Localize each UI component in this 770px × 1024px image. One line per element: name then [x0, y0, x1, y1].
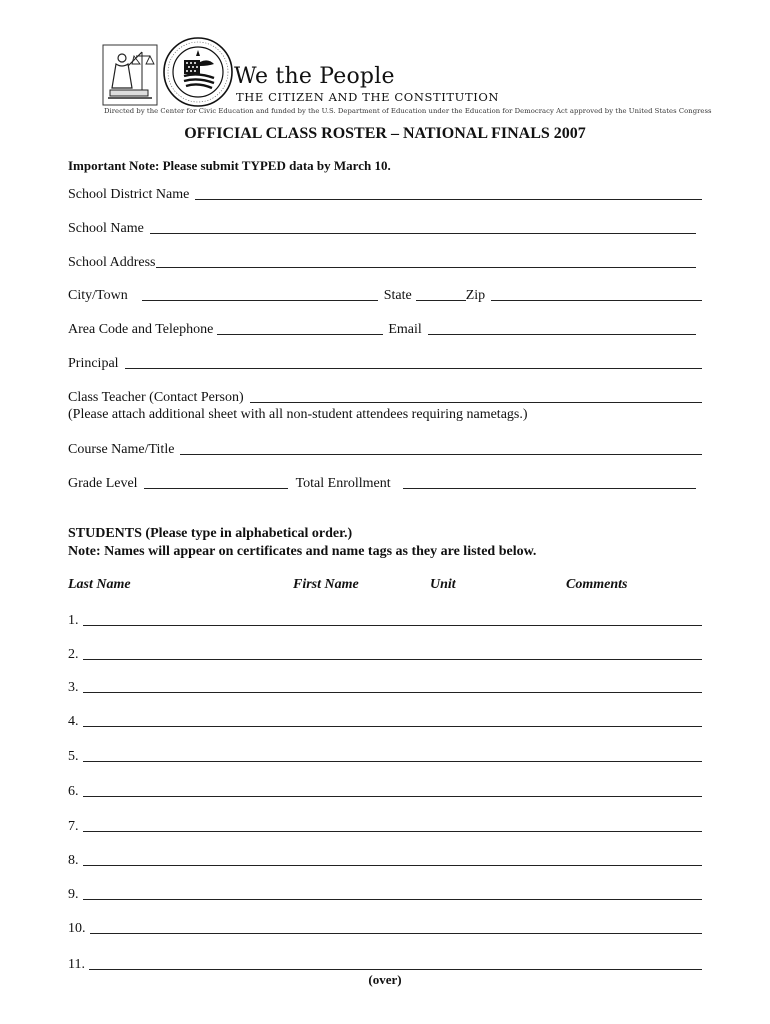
header: [100, 34, 712, 118]
student-row-field[interactable]: [83, 645, 703, 660]
student-row: [68, 782, 702, 800]
telephone-field[interactable]: [217, 320, 383, 335]
student-row-field[interactable]: [83, 817, 703, 832]
student-row: [68, 747, 702, 765]
school-address-label: School Address: [68, 255, 156, 270]
city-field[interactable]: [142, 286, 378, 301]
grade-level-label: Grade Level: [68, 476, 138, 491]
student-row-number: 4.: [68, 714, 79, 729]
class-teacher-label: Class Teacher (Contact Person): [68, 390, 244, 405]
constitution-seal-icon: [162, 36, 234, 108]
course-label: Course Name/Title: [68, 442, 175, 457]
student-row-field[interactable]: [83, 747, 703, 762]
brand-subtitle: THE CITIZEN AND THE CONSTITUTION: [236, 90, 500, 104]
student-row-number: 2.: [68, 647, 79, 662]
city-label: City/Town: [68, 288, 128, 303]
class-teacher-row: [68, 388, 702, 406]
student-row-number: 5.: [68, 749, 79, 764]
students-heading: STUDENTS (Please type in alphabetical order.): [68, 526, 353, 541]
telephone-label: Area Code and Telephone: [68, 322, 214, 337]
column-last-name: Last Name: [68, 577, 131, 592]
student-row-number: 7.: [68, 819, 79, 834]
students-note: Note: Names will appear on certificates and name tags as they are listed below.: [68, 544, 537, 559]
student-row-number: 3.: [68, 680, 79, 695]
school-name-row: [68, 219, 696, 237]
attach-note: (Please attach additional sheet with all non-student attendees requiring nametags.): [68, 407, 528, 422]
student-row: [68, 645, 702, 663]
school-address-row: [68, 253, 696, 271]
student-row-number: 1.: [68, 613, 79, 628]
over-label: (over): [368, 972, 402, 987]
student-row: [68, 919, 702, 937]
column-first-name: First Name: [293, 577, 359, 592]
student-row-field[interactable]: [83, 611, 703, 626]
state-label: State: [383, 288, 412, 303]
lady-justice-icon: [102, 44, 158, 106]
school-district-label: School District Name: [68, 187, 190, 202]
student-row: [68, 611, 702, 629]
student-row-field[interactable]: [83, 712, 703, 727]
student-row: [68, 817, 702, 835]
student-row-number: 9.: [68, 887, 79, 902]
student-row: [68, 885, 702, 903]
principal-field[interactable]: [125, 354, 702, 369]
student-row-field[interactable]: [83, 885, 703, 900]
total-enrollment-field[interactable]: [403, 474, 696, 489]
student-row: [68, 712, 702, 730]
brand-title: We the People: [234, 64, 395, 89]
student-row-field[interactable]: [90, 919, 703, 934]
school-name-field[interactable]: [150, 219, 696, 234]
student-row-field[interactable]: [83, 678, 703, 693]
student-row-number: 8.: [68, 853, 79, 868]
city-state-zip-row: [68, 286, 702, 304]
principal-label: Principal: [68, 356, 119, 371]
page-title: OFFICIAL CLASS ROSTER – NATIONAL FINALS 2007: [184, 125, 586, 142]
student-row: [68, 955, 702, 973]
email-field[interactable]: [428, 320, 696, 335]
grade-level-field[interactable]: [144, 474, 288, 489]
state-field[interactable]: [416, 286, 466, 301]
student-row-number: 10.: [68, 921, 86, 936]
school-district-row: [68, 185, 702, 203]
course-row: [68, 440, 702, 458]
directed-by-line: Directed by the Center for Civic Education and funded by the U.S. Department of Education under the Education for Democracy Act approved by the United States Congress: [104, 107, 712, 115]
grade-enrollment-row: [68, 474, 696, 492]
zip-label: Zip: [465, 288, 486, 303]
principal-row: [68, 354, 702, 372]
student-row: [68, 678, 702, 696]
student-row-number: 6.: [68, 784, 79, 799]
column-comments: Comments: [566, 577, 628, 592]
column-unit: Unit: [430, 577, 456, 592]
school-address-field[interactable]: [156, 253, 697, 268]
course-field[interactable]: [180, 440, 702, 455]
email-label: Email: [388, 322, 422, 337]
student-row-number: 11.: [68, 957, 85, 972]
class-teacher-field[interactable]: [250, 388, 702, 403]
student-row: [68, 851, 702, 869]
student-row-field[interactable]: [83, 851, 703, 866]
student-row-field[interactable]: [89, 955, 702, 970]
zip-field[interactable]: [491, 286, 702, 301]
important-note: Important Note: Please submit TYPED data by March 10.: [68, 158, 391, 173]
telephone-email-row: [68, 320, 696, 338]
school-district-field[interactable]: [195, 185, 702, 200]
school-name-label: School Name: [68, 221, 144, 236]
total-enrollment-label: Total Enrollment: [295, 476, 391, 491]
student-row-field[interactable]: [83, 782, 703, 797]
